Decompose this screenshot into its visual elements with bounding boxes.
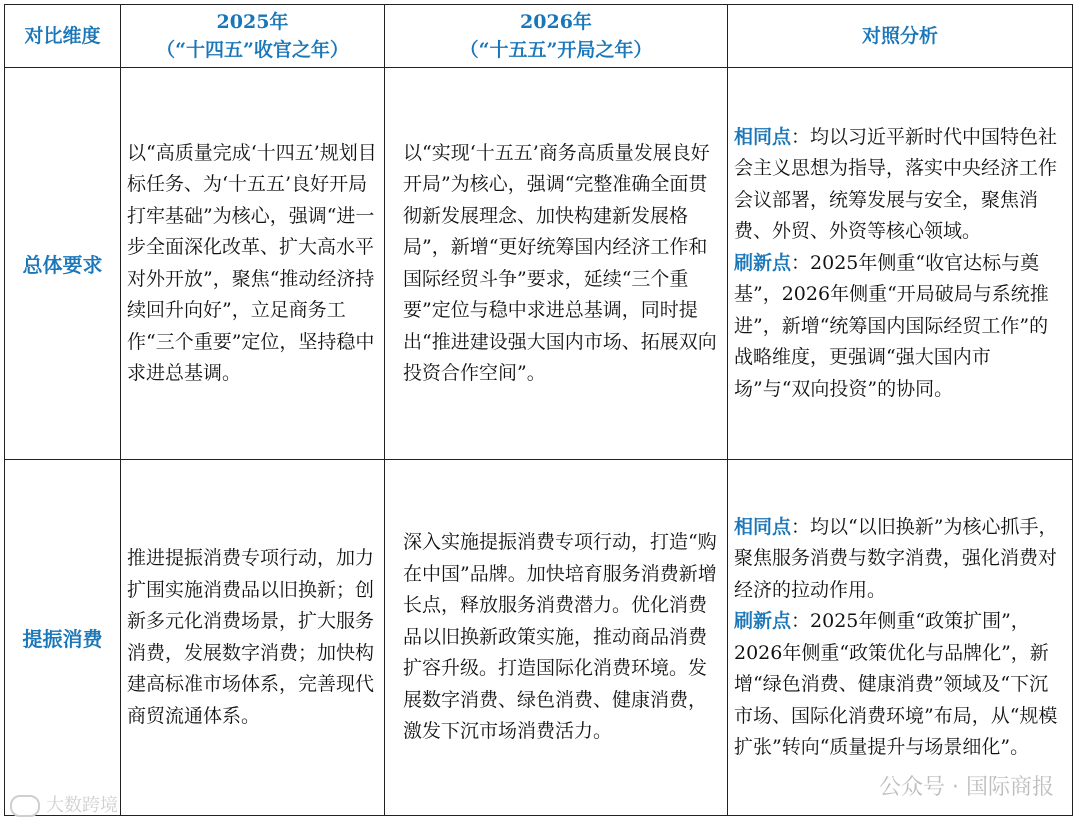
cell-2026: 以“实现‘十五五’商务高质量发展良好开局”为核心，强调“完整准确全面贯彻新发展理念、加快构建新发展格局”，新增“更好统筹国内经济工作和国际经贸斗争”要求，延续“三个重要”定位与稳中求进总基调，同时提出“推进建设强大国内市场、拓展双向投资合作空间”。	[385, 68, 728, 460]
same-text: ：均以习近平新时代中国特色社会主义思想为指导，落实中央经济工作会议部署，统筹发展与安全，聚焦消费、外贸、外资等核心领域。	[734, 125, 1058, 243]
row-dimension: 总体要求	[5, 68, 121, 460]
new-label: 刷新点	[734, 251, 792, 274]
new-text: ：2025年侧重“政策扩围”，2026年侧重“政策优化与品牌化”，新增“绿色消费、健康消费”领域及“下沉市场、国际化消费环境”布局，从“规模扩张”转向“质量提升与场景细化”。	[734, 610, 1058, 758]
header-2026	[385, 5, 728, 68]
header-2025-subtitle: （“十四五”收官之年）	[156, 39, 349, 61]
same-label: 相同点	[734, 515, 792, 538]
cell-2026: 深入实施提振消费专项行动，打造“购在中国”品牌。加快培育服务消费新增长点，释放服务消费潜力。优化消费品以旧换新政策实施，推动商品消费扩容升级。打造国际化消费环境。发展数字消费、绿色消费、健康消费，激发下沉市场消费活力。	[385, 460, 728, 816]
table-row	[5, 460, 1073, 816]
same-text: ：均以“以旧换新”为核心抓手，聚焦服务消费与数字消费，强化消费对经济的拉动作用。	[734, 515, 1058, 601]
header-2026-subtitle: （“十五五”开局之年）	[459, 39, 653, 61]
brand-logo-icon	[10, 795, 40, 817]
cell-analysis	[728, 68, 1073, 460]
new-text: ：2025年侧重“收官达标与奠基”，2026年侧重“开局破局与系统推进”，新增“统筹国内国际经贸工作”的战略维度，更强调“强大国内市场”与“双向投资”的协同。	[734, 251, 1049, 400]
header-2026-year: 2026年	[520, 11, 592, 33]
cell-2025: 以“高质量完成‘十四五’规划目标任务、为‘十五五’良好开局打牢基础”为核心，强调“进一步全面深化改革、扩大高水平对外开放”，聚焦“推动经济持续回升向好”，立足商务工作“三个重要”定位，坚持稳中求进总基调。	[121, 68, 385, 460]
cell-2025: 推进提振消费专项行动，加力扩围实施消费品以旧换新；创新多元化消费场景，扩大服务消费，发展数字消费；加快构建高标准市场体系，完善现代商贸流通体系。	[121, 460, 385, 816]
header-2025	[121, 5, 385, 68]
header-2025-year: 2025年	[216, 11, 289, 33]
same-label: 相同点	[734, 125, 792, 148]
comparison-table	[4, 4, 1073, 816]
watermark-left-text: 大数跨境	[46, 795, 118, 816]
table-row	[5, 68, 1073, 460]
header-dimension: 对比维度	[5, 5, 121, 68]
watermark-right: 公众号 · 国际商报	[879, 775, 1054, 800]
header-row	[5, 5, 1073, 68]
cell-analysis	[728, 460, 1073, 816]
header-analysis: 对照分析	[728, 5, 1073, 68]
new-label: 刷新点	[734, 610, 792, 632]
row-dimension: 提振消费	[5, 460, 121, 816]
watermark-left	[10, 791, 118, 817]
